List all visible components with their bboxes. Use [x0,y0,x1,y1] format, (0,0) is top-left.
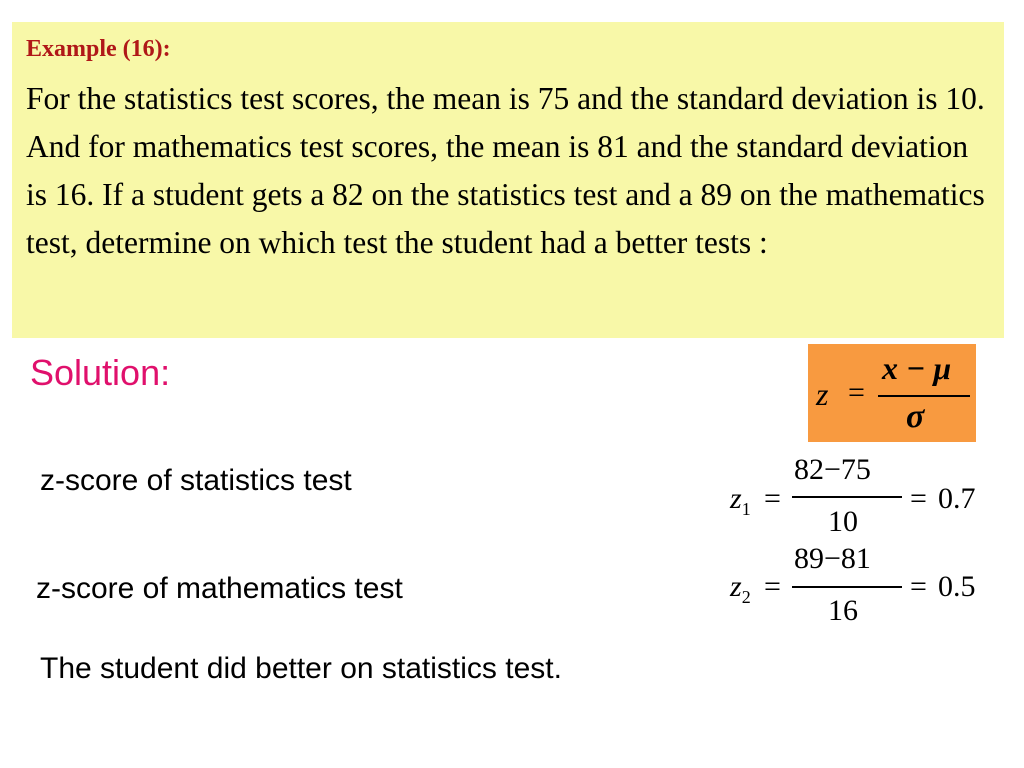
stats-equals: = [764,482,781,515]
stats-result: 0.7 [938,482,976,515]
stats-z-var: $z_1$ [730,482,751,519]
math-fraction-line [792,586,902,588]
stats-result-equals: = [910,482,927,515]
stats-numerator: 82−75 [794,453,871,486]
stats-denominator: 10 [828,505,858,538]
stats-fraction-line [792,496,902,498]
math-result: 0.5 [938,570,976,603]
example-title: Example (16): [26,36,171,62]
z-score-formula-box [808,344,976,442]
formula-numerator: x − μ [882,350,952,386]
problem-statement: For the statistics test scores, the mean is 75 and the standard deviation is 10. And for mathematics test scores, the mean is 81 and the standard deviation is 16. If a student gets a 82 on the statistics test and a 89 on the mathematics test, determine on which test the student had a better tests : [26,81,985,260]
problem-box [12,22,1004,338]
solution-label: Solution: [30,352,171,393]
formula-denominator: σ [906,398,925,435]
math-equals: = [764,570,781,603]
formula-fraction-line [878,395,970,397]
math-zscore-label: z-score of mathematics test [36,572,403,605]
math-denominator: 16 [828,594,858,627]
math-result-equals: = [910,570,927,603]
formula-lhs: z [816,376,829,412]
math-numerator: 89−81 [794,542,871,575]
math-z-var: $z_2$ [730,570,751,607]
formula-equals: = [848,376,865,409]
stats-zscore-label: z-score of statistics test [40,464,352,497]
conclusion: The student did better on statistics test. [40,652,562,685]
